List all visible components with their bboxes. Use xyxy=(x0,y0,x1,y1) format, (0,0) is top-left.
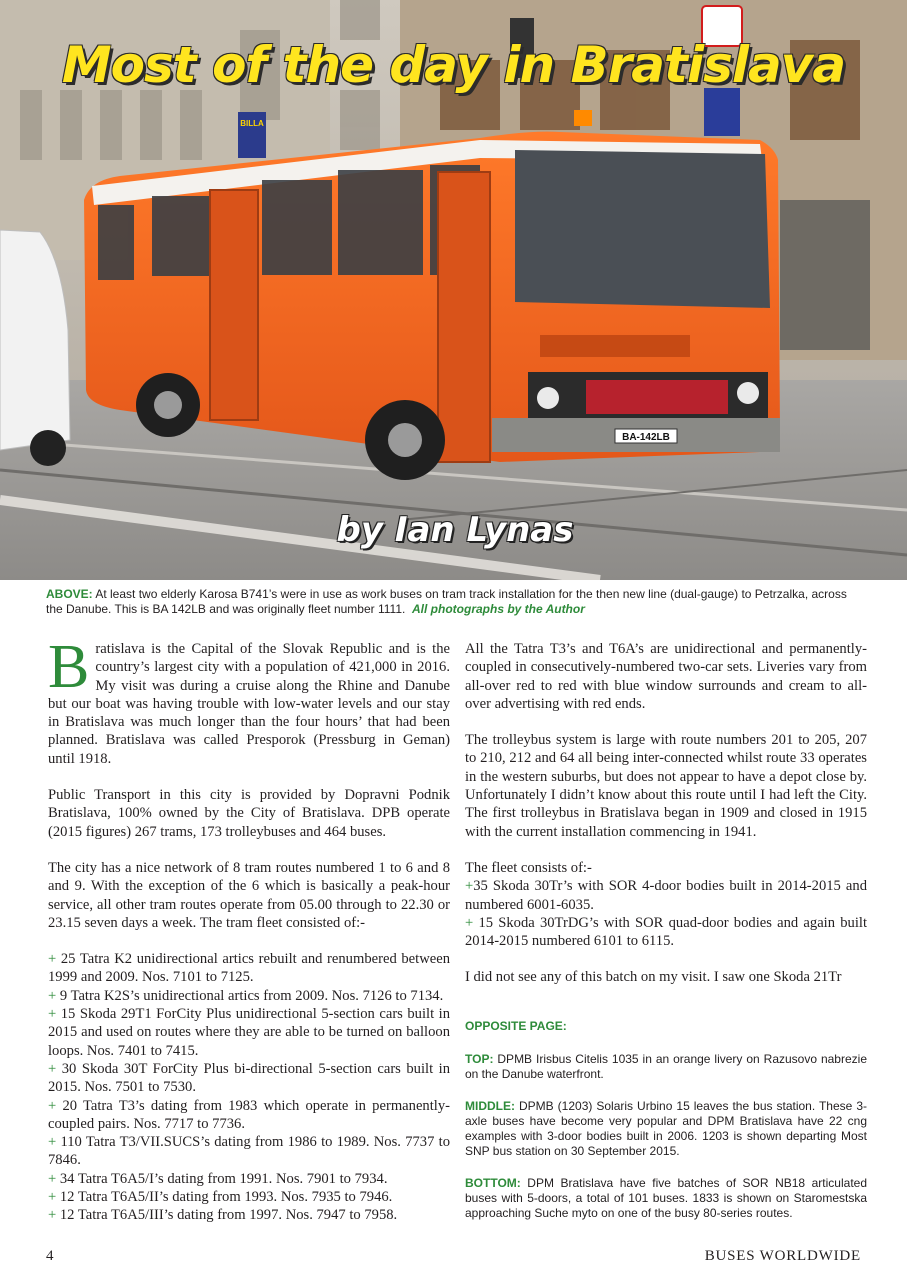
shop-sign-text: BILLA xyxy=(240,119,264,128)
trolley-fleet-intro: The fleet consists of:- xyxy=(465,859,592,876)
caption-top xyxy=(465,1052,867,1082)
list-item xyxy=(48,1188,450,1206)
plus-icon: + xyxy=(48,1207,57,1224)
plus-icon: + xyxy=(48,1097,57,1114)
list-item-text: 15 Skoda 30TrDG’s with SOR quad-door bodies and again built 2014-2015 numbered 6101 to 6115. xyxy=(465,914,867,950)
list-item xyxy=(48,950,450,987)
paragraph-visit: I did not see any of this batch on my visit. I saw one Skoda 21Tr xyxy=(465,969,842,986)
paragraph-tram-sets: All the Tatra T3’s and T6A’s are unidirectional and permanently-coupled in consecutively-numbered two-car sets. Liveries vary from all-over red to red with blue window surrounds and cream to all-over advertising with red ends. xyxy=(465,641,867,712)
paragraph-operator: Public Transport in this city is provided by Dopravni Podnik Bratislava, 100% owned by the City of Bratislava. DPB operate (2015 figures) 267 trams, 173 trolleybuses and 464 buses. xyxy=(48,787,450,840)
list-item xyxy=(48,1206,450,1224)
drop-cap: B xyxy=(48,633,90,701)
article-byline: by Ian Lynas xyxy=(336,510,574,550)
plus-icon: + xyxy=(465,914,474,931)
list-item xyxy=(48,1170,450,1188)
plus-icon: + xyxy=(48,951,57,968)
caption-lead: ABOVE: xyxy=(46,587,93,601)
page-number: 4 xyxy=(46,1248,54,1264)
paragraph-tram-network: The city has a nice network of 8 tram routes numbered 1 to 6 and 8 and 9. With the exception of the 6 which is basically a peak-hour service, all other tram routes operate from 05.00 through to 22.30 or 23.15 seven days a week. The tram fleet consisted of:- xyxy=(48,859,450,931)
trolley-fleet-list xyxy=(465,877,867,950)
caption-body: DPMB (1203) Solaris Urbino 15 leaves the bus station. These 3-axle buses have become very popular and DPM Bratislava have 22 cng examples with 3-door bodies built in 2006. 1203 is shown departing Most SNP bus station on 30 September 2015. xyxy=(465,1098,867,1158)
intro-text: ratislava is the Capital of the Slovak Republic and is the country’s largest city with a population of 421,000 in 2016. My visit was during a cruise along the Rhine and Danube but our boat was having trouble with low-water levels and our stay in Bratislava was much longer than the four hours’ that had been planned. Bratislava was called Presporok (Pressburg in Geman) until 1918. xyxy=(48,641,450,767)
list-item xyxy=(465,877,867,914)
caption-bottom xyxy=(465,1176,867,1221)
magazine-name: BUSES WORLDWIDE xyxy=(704,1248,861,1264)
list-item-text: 25 Tatra K2 unidirectional artics rebuilt and renumbered between 1999 and 2009. Nos. 7101 to 7125. xyxy=(48,951,450,986)
hero-photo xyxy=(0,0,907,580)
plus-icon: + xyxy=(48,987,57,1004)
plus-icon: + xyxy=(465,878,474,895)
number-plate-text: BA-142LB xyxy=(622,432,670,443)
list-item-text: 12 Tatra T6A5/III’s dating from 1997. Nos. 7947 to 7958. xyxy=(56,1207,398,1224)
opposite-page-captions xyxy=(465,1019,867,1221)
caption-body: DPM Bratislava have five batches of SOR NB18 articulated buses with 5-doors, a total of 101 buses. 1833 is shown on Staromestska approaching Suche myto on one of the busy 80-series routes. xyxy=(465,1175,867,1220)
right-column xyxy=(465,640,867,1238)
caption-label: TOP: xyxy=(465,1051,494,1066)
list-item-text: 9 Tatra K2S’s unidirectional artics from 2009. Nos. 7126 to 7134. xyxy=(56,987,444,1004)
photo-credit: All photographs by the Author xyxy=(412,602,585,616)
plus-icon: + xyxy=(48,1060,57,1077)
article-title: Most of the day in Bratislava xyxy=(61,36,846,94)
caption-label: MIDDLE: xyxy=(465,1098,515,1113)
tram-fleet-list xyxy=(48,950,450,1224)
list-item xyxy=(48,1005,450,1060)
list-item-text: 35 Skoda 30Tr’s with SOR 4-door bodies built in 2014-2015 and numbered 6001-6035. xyxy=(465,878,867,913)
list-item-text: 20 Tatra T3’s dating from 1983 which operate in permanently-coupled pairs. Nos. 7717 to 7736. xyxy=(48,1097,450,1132)
list-item xyxy=(48,987,450,1005)
intro-paragraph xyxy=(48,633,450,768)
list-item-text: 30 Skoda 30T ForCity Plus bi-directional 5-section cars built in 2015. Nos. 7501 to 7530. xyxy=(48,1060,450,1096)
opposite-page-heading: OPPOSITE PAGE: xyxy=(465,1018,567,1033)
caption-body: DPMB Irisbus Citelis 1035 in an orange livery on Razusovo nabrezie on the Danube waterfront. xyxy=(465,1051,867,1081)
plus-icon: + xyxy=(48,1134,57,1151)
list-item xyxy=(48,1133,450,1170)
list-item-text: 15 Skoda 29T1 ForCity Plus unidirectional 5-section cars built in 2015 and used on routes where they are able to be turned on balloon loops. Nos. 7401 to 7415. xyxy=(48,1006,450,1059)
paragraph-trolleybus: The trolleybus system is large with route numbers 201 to 205, 207 to 210, 212 and 64 all being inter-connected whilst route 33 operates in the western suburbs, but does not appear to have a depot close by. Unfortunately I didn’t know about this route until I had left the City. The first trolleybus in Bratislava began in 1909 and closed in 1915 with the current installation commencing in 1941. xyxy=(465,732,867,840)
caption-text: At least two elderly Karosa B741’s were in use as work buses on tram track installation for the then new line (dual-gauge) to Petrzalka, across the Danube. This is BA 142LB and was originally fleet number 1111. xyxy=(46,587,847,616)
list-item xyxy=(48,1060,450,1097)
left-column xyxy=(48,633,450,1225)
list-item xyxy=(48,1097,450,1134)
plus-icon: + xyxy=(48,1006,57,1023)
plus-icon: + xyxy=(48,1170,57,1187)
caption-label: BOTTOM: xyxy=(465,1175,521,1190)
photo-caption xyxy=(46,587,866,617)
list-item-text: 12 Tatra T6A5/II’s dating from 1993. Nos. 7935 to 7946. xyxy=(56,1189,393,1206)
list-item-text: 110 Tatra T3/VII.SUCS’s dating from 1986 to 1989. Nos. 7737 to 7846. xyxy=(48,1134,450,1169)
caption-middle xyxy=(465,1099,867,1159)
list-item-text: 34 Tatra T6A5/I’s dating from 1991. Nos. 7901 to 7934. xyxy=(56,1170,388,1187)
list-item xyxy=(465,914,867,951)
plus-icon: + xyxy=(48,1189,57,1206)
